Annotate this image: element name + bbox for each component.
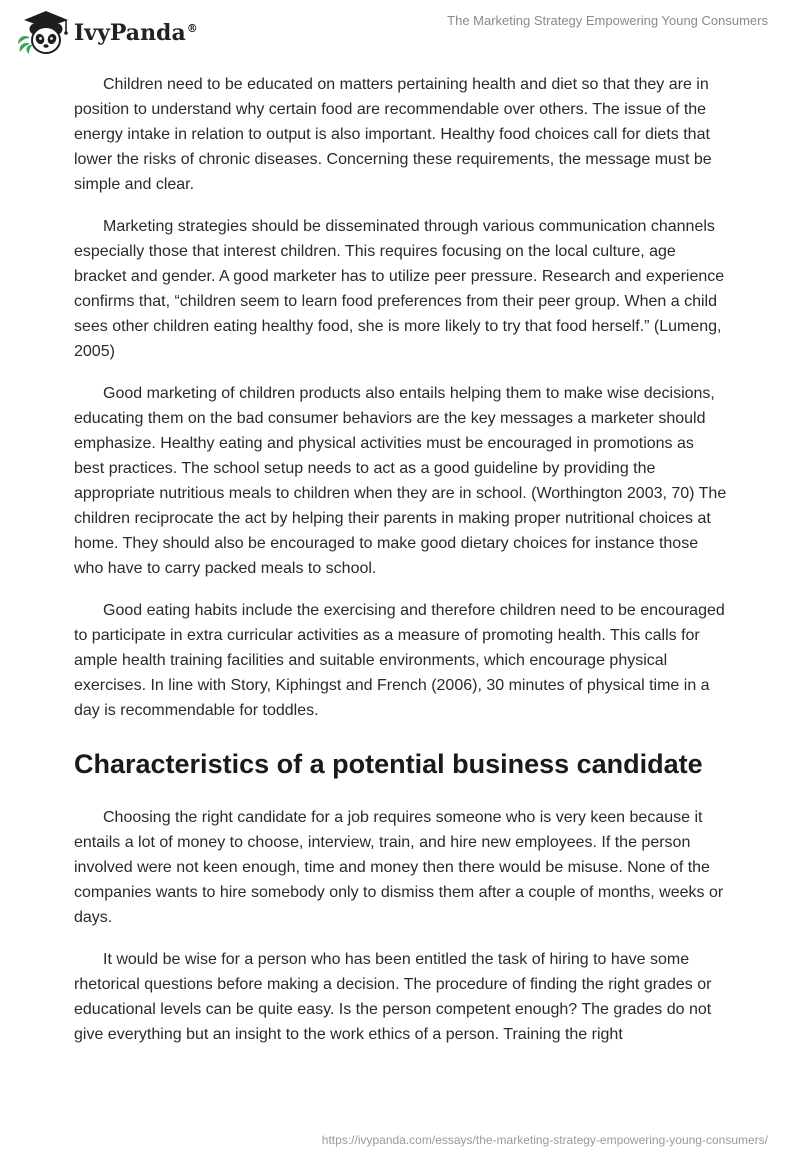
source-url[interactable]: https://ivypanda.com/essays/the-marketing-strategy-empowering-young-consumers/ <box>321 1133 768 1147</box>
section-heading: Characteristics of a potential business candidate <box>74 749 703 779</box>
paragraph: Marketing strategies should be disseminated through various communication channels especially those that interest children. This requires focusing on the local culture, age bracket and gender. A good marketer has to utilize peer pressure. Research and experience confirms that, “children seem to learn food preferences from their peer group. When a child sees other children eating healthy food, she is more likely to try that food herself.” (Lumeng, 2005) <box>74 218 725 360</box>
logo-wordmark: IvyPanda® <box>74 20 198 46</box>
paragraph: Choosing the right candidate for a job requires someone who is very keen because it entails a lot of money to choose, interview, train, and hire new employees. If the person involved were not keen enough, time and money then there would be misuse. None of the companies wants to hire somebody only to dismiss them after a couple of months, weeks or days. <box>74 809 724 926</box>
panda-graduate-icon <box>14 8 72 56</box>
paragraph: Good marketing of children products also entails helping them to make wise decisions, educating them on the bad consumer behaviors are the key messages a marketer should emphasize. Healthy eating and physical activities must be encouraged in promotions as best practices. The school setup needs to act as a good guideline by providing the appropriate nutritious meals to children when they are in school. (Worthington 2003, 70) The children reciprocate the act by helping their parents in making proper nutritional choices at home. They should also be encouraged to make good dietary choices for instance those who have to carry packed meals to school. <box>74 385 727 577</box>
document-title: The Marketing Strategy Empowering Young Consumers <box>447 13 768 28</box>
paragraph: Children need to be educated on matters pertaining health and diet so that they are in position to understand why certain food are recommendable over others. The issue of the energy intake in relation to output is also important. Healthy food choices call for diets that lower the risks of chronic diseases. Concerning these requirements, the message must be simple and clear. <box>74 76 712 193</box>
ivypanda-logo[interactable] <box>14 8 198 56</box>
page-header <box>0 0 800 64</box>
paragraph: It would be wise for a person who has been entitled the task of hiring to have some rhetorical questions before making a decision. The procedure of finding the right grades or educational levels can be quite easy. Is the person competent enough? The grades do not give everything but an insight to the work ethics of a person. Training the right <box>74 951 712 1043</box>
essay-content <box>74 72 728 1064</box>
paragraph: Good eating habits include the exercising and therefore children need to be encouraged to participate in extra curricular activities as a measure of promoting health. This calls for ample health training facilities and suitable environments, which encourage physical exercises. In line with Story, Kiphingst and French (2006), 30 minutes of physical time in a day is recommendable for toddles. <box>74 602 725 719</box>
